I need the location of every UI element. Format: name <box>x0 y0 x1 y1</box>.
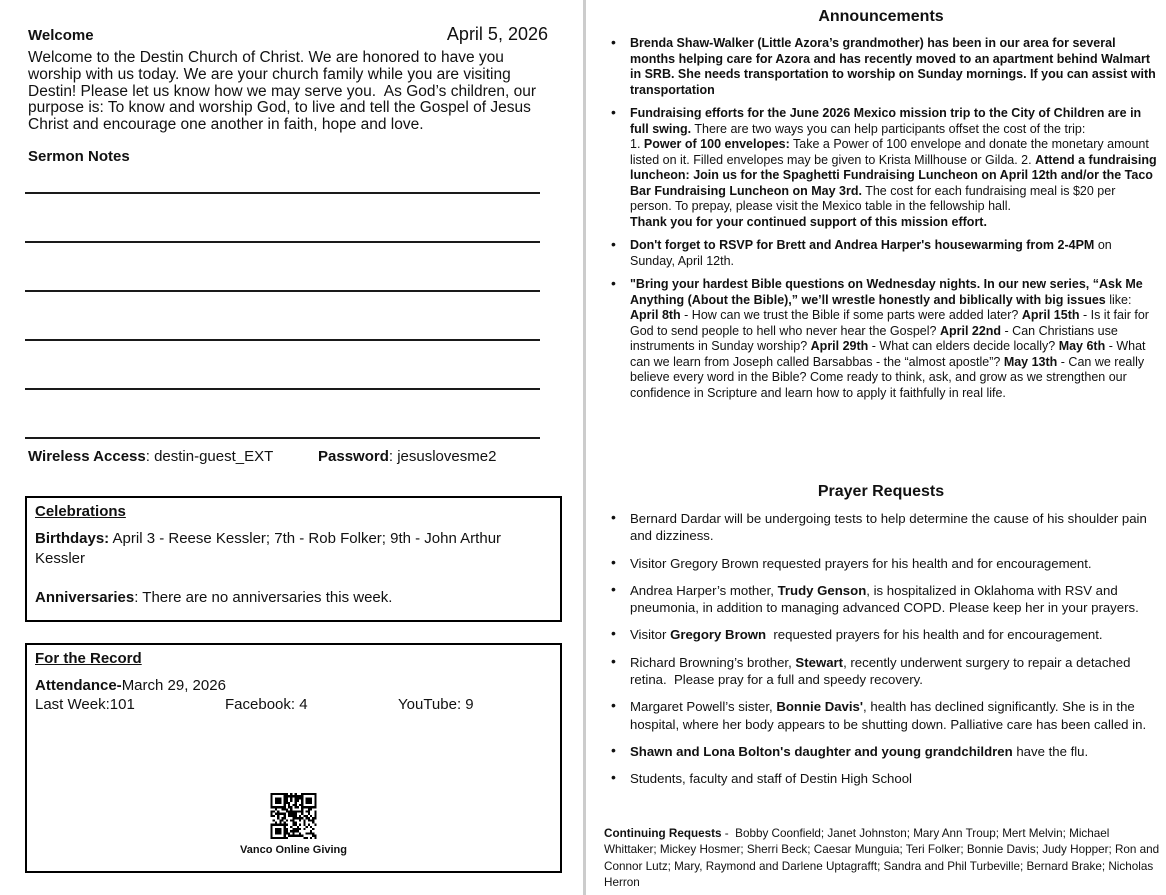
sermon-note-line <box>25 243 540 292</box>
stat-facebook: Facebook: 4 <box>225 696 308 713</box>
right-page <box>587 0 1166 895</box>
prayer-item: • Margaret Powell’s sister, Bonnie Davis', health has declined significantly. She is in the hospital, where her body appears to be shutting down. Palliative care has been called in. <box>604 698 1158 733</box>
sermon-note-line <box>25 341 540 390</box>
wifi-password: Password: jesuslovesme2 <box>318 448 497 465</box>
qr-caption: Vanco Online Giving <box>240 844 347 856</box>
sermon-note-line <box>25 194 540 243</box>
stat-youtube: YouTube: 9 <box>398 696 474 713</box>
welcome-paragraph: Welcome to the Destin Church of Christ. We are honored to have you worship with us today. We are your church family while you are visiting Destin! Please let us know how we may serve you. As God’s children, our purpose is: To know and worship God, to live and tell the Gospel of Jesus Christ and encourage one another in faith, hope and love. <box>28 49 541 134</box>
attendance-line: Attendance-March 29, 2026 <box>35 677 226 694</box>
announcements-heading: Announcements <box>818 8 944 25</box>
announcement-item: • Fundraising efforts for the June 2026 Mexico mission trip to the City of Children are in full swing. There are two ways you can help participants offset the cost of the trip: 1. Power of 100 envelopes: Take a Power of 100 envelope and donate the monetary amount listed on it. Filled envelopes may be given to Krista Millhouse or Gilda. 2. Attend a fundraising luncheon: Join us for the Spaghetti Fundraising Luncheon on April 12th and/or the Taco Bar Fundraising Luncheon on May 3rd. The cost for each fundraising meal is $20 per person. To prepay, please visit the Mexico table in the fellowship hall. Thank you for your continued support of this mission effort. <box>604 106 1158 230</box>
anniversaries-line: Anniversaries: There are no anniversaries this week. <box>35 589 393 606</box>
prayer-item: • Richard Browning’s brother, Stewart, recently underwent surgery to repair a detached retina. Please pray for a full and speedy recovery. <box>604 654 1158 689</box>
sermon-note-line <box>25 292 540 341</box>
sermon-note-line <box>25 390 540 439</box>
welcome-heading: Welcome <box>28 27 94 44</box>
page-divider <box>583 0 586 895</box>
prayer-item: • Andrea Harper’s mother, Trudy Genson, is hospitalized in Oklahoma with RSV and pneumonia, in addition to managing advanced COPD. Please keep her in your prayers. <box>604 582 1158 617</box>
for-the-record-heading: For the Record <box>35 650 142 667</box>
prayer-item: • Students, faculty and staff of Destin High School <box>604 770 1158 787</box>
prayer-item: • Visitor Gregory Brown requested prayers for his health and for encouragement. <box>604 555 1158 572</box>
continuing-requests: Continuing Requests - Bobby Coonfield; Janet Johnston; Mary Ann Troup; Mert Melvin; Michael Whittaker; Mickey Hosmer; Sherri Beck; Caesar Munguia; Teri Folker; Bonnie Davis; Judy Hopper; Ron and Connor Lutz; Mary, Raymond and Darlene Uptagrafft; Sandra and Phil Turbeville; Bernard Brake; Nicholas Herron <box>604 827 1163 889</box>
sermon-note-line <box>25 145 540 194</box>
bulletin-date: April 5, 2026 <box>446 24 548 44</box>
wireless-access-row <box>28 448 543 465</box>
for-the-record-box <box>25 643 562 873</box>
qr-code-icon <box>271 793 317 839</box>
prayer-requests-heading: Prayer Requests <box>817 483 945 500</box>
celebrations-box <box>25 496 562 622</box>
wireless-access: Wireless Access: destin-guest_EXT <box>28 448 274 465</box>
prayer-requests-list <box>604 510 1158 798</box>
announcement-item: • Brenda Shaw-Walker (Little Azora’s grandmother) has been in our area for several months helping care for Azora and has recently moved to an apartment behind Walmart in SRB. She needs transportation to worship on Sunday mornings. If you can assist with transportation <box>604 36 1158 98</box>
birthdays-line: Birthdays: April 3 - Reese Kessler; 7th - Rob Folker; 9th - John Arthur Kessler <box>35 530 506 567</box>
online-giving-block <box>240 793 347 856</box>
announcement-item: • "Bring your hardest Bible questions on Wednesday nights. In our new series, “Ask Me Anything (About the Bible),” we’ll wrestle honestly and biblically with big issues like: April 8th - How can we trust the Bible if some parts were added later? April 15th - Is it fair for God to send people to hell who never hear the Gospel? April 22nd - Can Christians use instruments in Sunday worship? April 29th - What can elders decide locally? May 6th - What can we learn from Joseph called Barsabbas - the “almost apostle”? May 13th - Can we really believe every word in the Bible? Come ready to think, ask, and grow as we strengthen our confidence in Scripture and learn how to apply it faithfully in real life. <box>604 277 1158 401</box>
stat-last-week: Last Week:101 <box>35 696 135 713</box>
prayer-item: • Shawn and Lona Bolton's daughter and young grandchildren have the flu. <box>604 743 1158 760</box>
announcement-item: • Don't forget to RSVP for Brett and Andrea Harper's housewarming from 2-4PM on Sunday, April 12th. <box>604 238 1158 269</box>
announcements-list <box>604 36 1161 409</box>
welcome-header-row <box>28 24 548 45</box>
prayer-item: • Visitor Gregory Brown requested prayers for his health and for encouragement. <box>604 626 1158 643</box>
attendance-stats-row <box>35 696 552 714</box>
celebrations-heading: Celebrations <box>35 503 126 520</box>
prayer-item: • Bernard Dardar will be undergoing tests to help determine the cause of his shoulder pain and dizziness. <box>604 510 1158 545</box>
sermon-notes-heading: Sermon Notes <box>28 148 130 165</box>
sermon-note-lines <box>25 145 540 439</box>
